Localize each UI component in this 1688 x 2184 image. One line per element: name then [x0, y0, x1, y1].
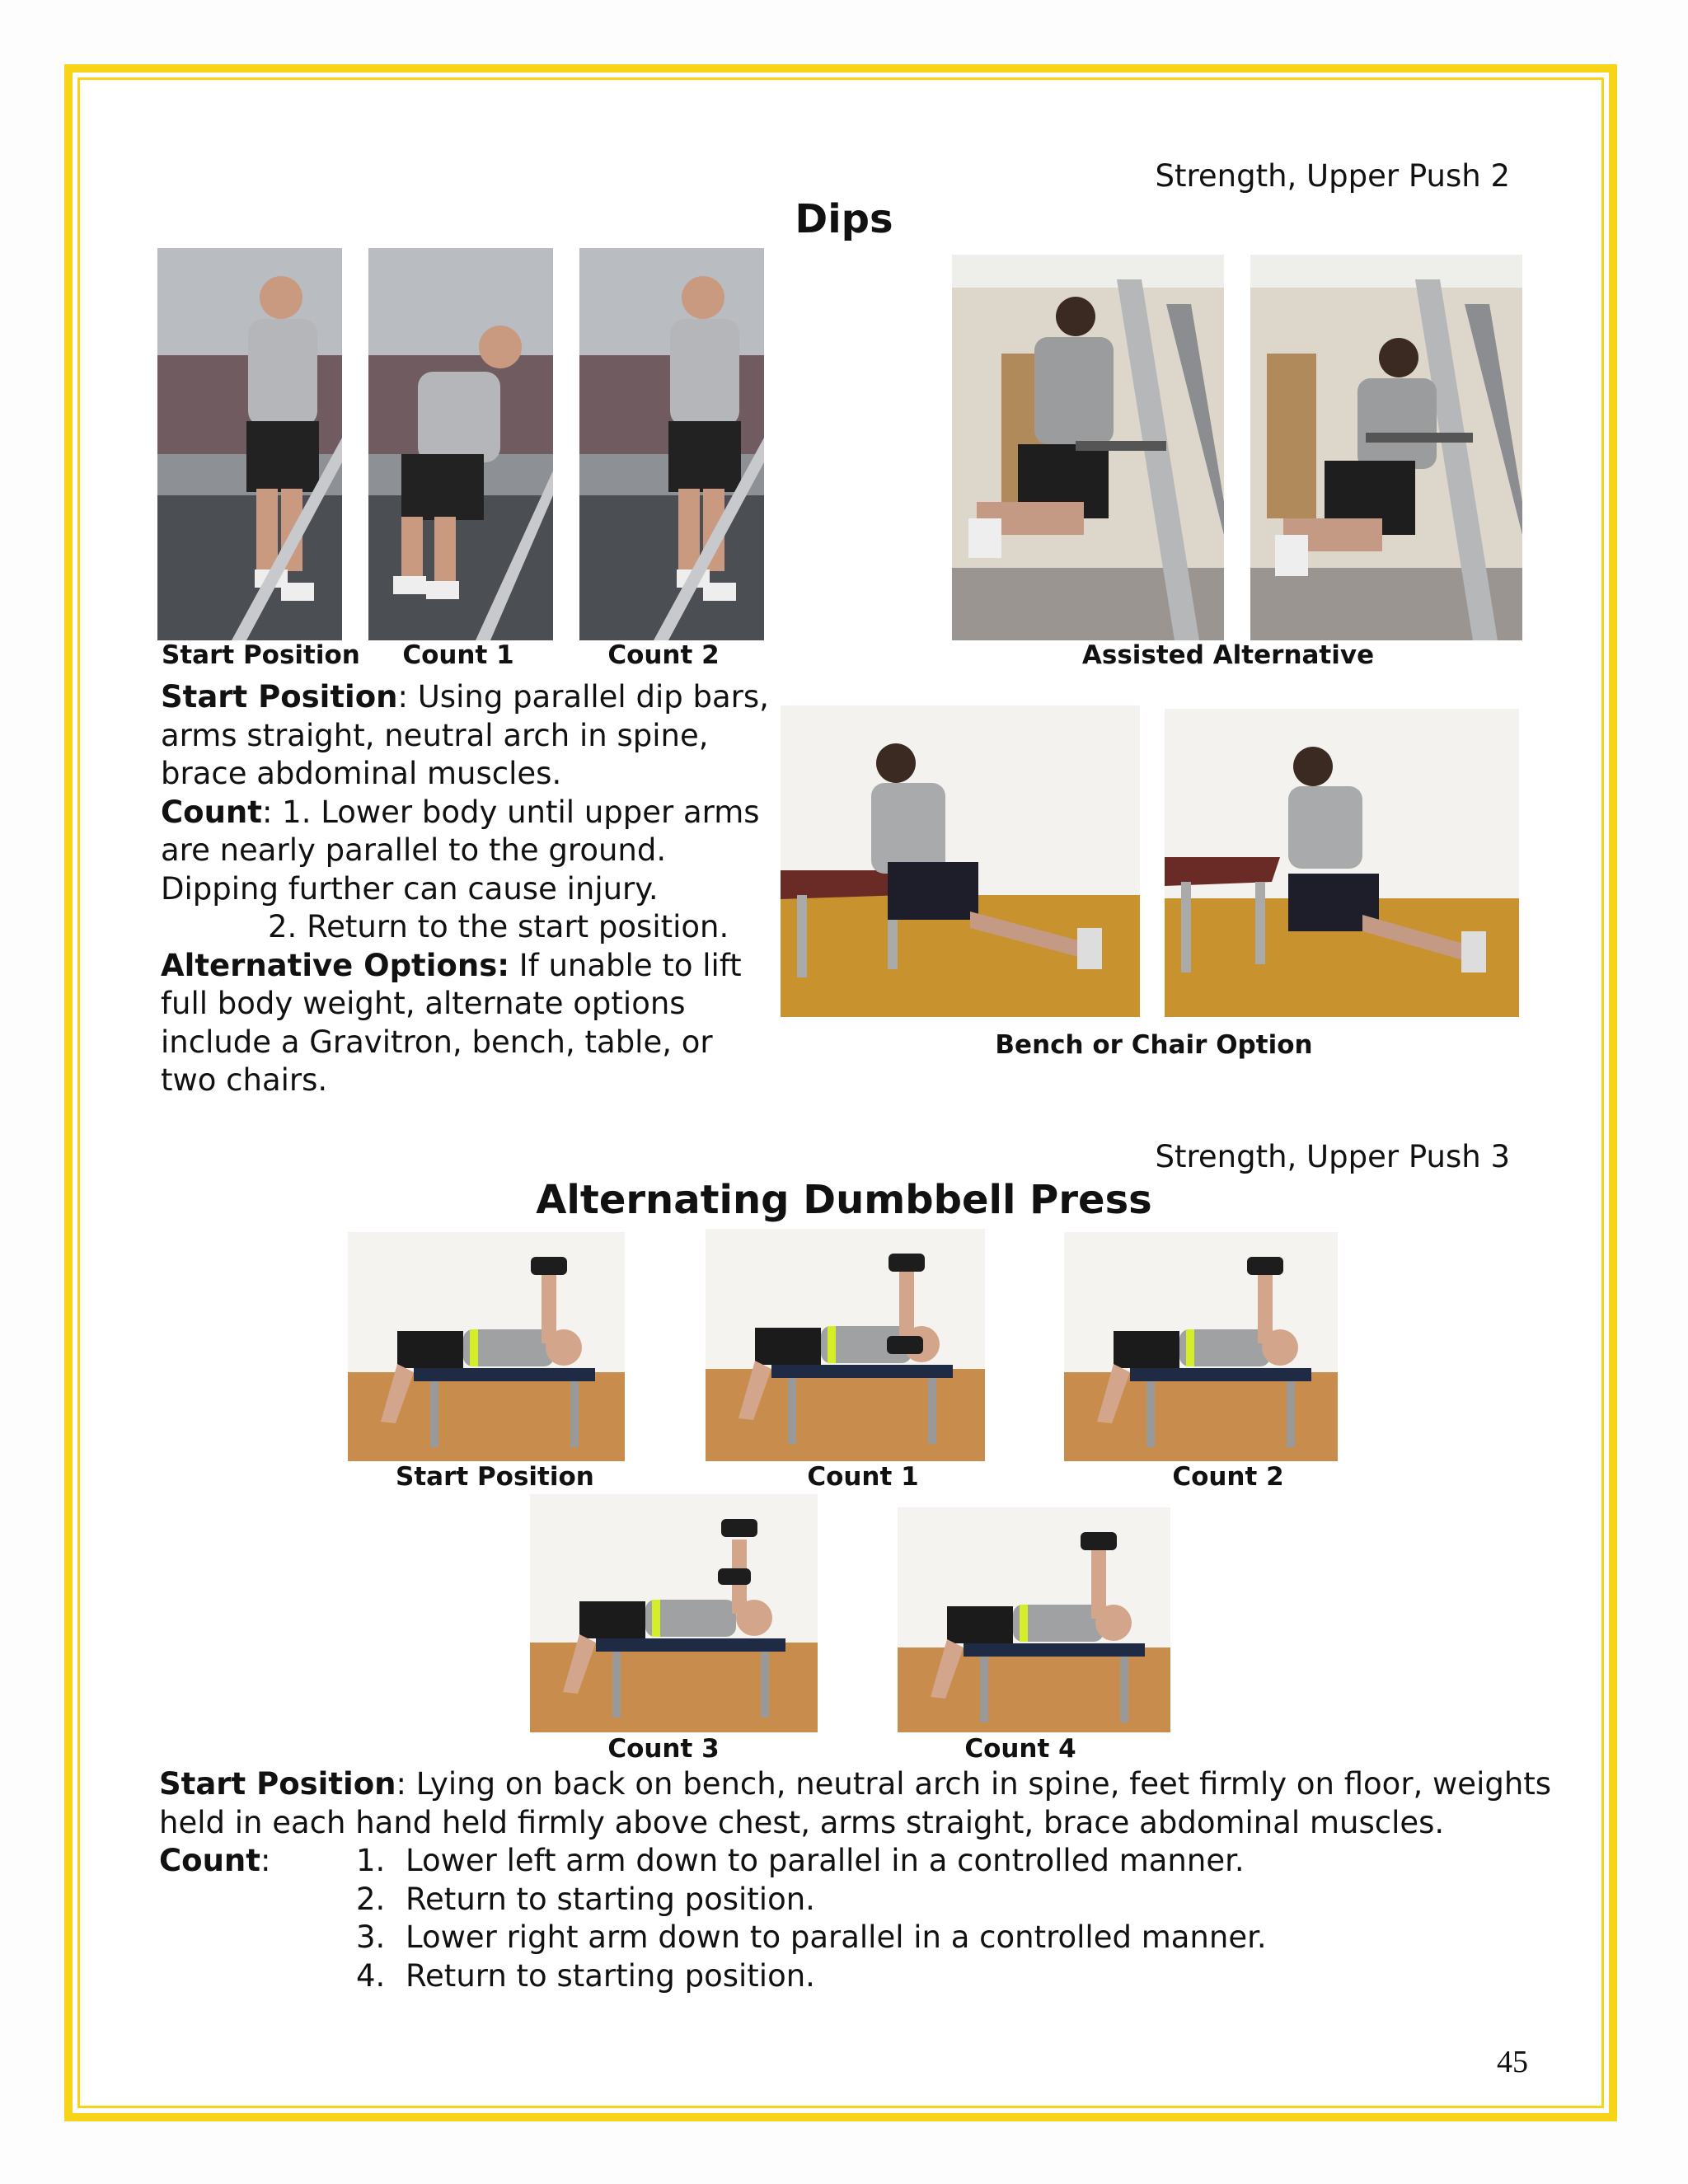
caption-press-count-1: Count 1 [807, 1462, 919, 1492]
press-count-3-photo [530, 1494, 818, 1732]
press-step-4: 4. Return to starting position. [356, 1957, 815, 1994]
caption-dips-count-1: Count 1 [402, 640, 514, 670]
dips-assisted-photo-2 [1250, 255, 1522, 640]
dips-start-position-photo [157, 248, 342, 640]
press-start-label: Start Position [159, 1766, 396, 1802]
press-count-label: Count [159, 1843, 260, 1878]
dips-count-1-photo [368, 248, 553, 640]
caption-dips-bench: Bench or Chair Option [995, 1030, 1313, 1060]
dips-assisted-photo-1 [952, 255, 1224, 640]
dips-count-line-2: are nearly parallel to the ground. [161, 832, 667, 868]
press-count-4-photo [898, 1507, 1170, 1732]
dips-count-line-3: Dipping further can cause injury. [161, 870, 659, 907]
caption-dips-count-2: Count 2 [607, 640, 720, 670]
dips-start-line-1: Start Position: Using parallel dip bars, [161, 679, 769, 715]
dips-description [161, 678, 771, 1100]
press-count-1-photo [706, 1229, 985, 1461]
press-start-line-1: Start Position: Lying on back on bench, neutral arch in spine, feet firmly on floor, weights [159, 1766, 1552, 1802]
press-step-1: 1. Lower left arm down to parallel in a controlled manner. [356, 1843, 1245, 1878]
caption-dips-start-position: Start Position [162, 640, 360, 670]
caption-press-count-2: Count 2 [1172, 1462, 1284, 1492]
caption-dips-assisted: Assisted Alternative [1081, 640, 1375, 670]
caption-press-count-4: Count 4 [964, 1734, 1076, 1764]
caption-press-count-3: Count 3 [607, 1734, 720, 1764]
press-start-position-photo [348, 1232, 625, 1461]
press-count-2-photo [1064, 1232, 1338, 1461]
dips-alt-line-4: two chairs. [161, 1062, 328, 1098]
dips-alt-line-1: Alternative Options: If unable to lift [161, 947, 742, 983]
press-step-2: 2. Return to starting position. [356, 1881, 815, 1917]
dips-alt-label: Alternative Options: [161, 947, 510, 983]
dips-start-line-3: brace abdominal muscles. [161, 756, 562, 791]
section-category-press: Strength, Upper Push 3 [1155, 1139, 1510, 1174]
dips-count-2-photo [579, 248, 764, 640]
exercise-title-press: Alternating Dumbbell Press [536, 1177, 1152, 1223]
press-description [159, 1765, 1560, 1842]
press-count-label-row: Count: [159, 1843, 271, 1878]
dips-count-line-4: 2. Return to the start position. [268, 909, 729, 944]
page-number: 45 [1497, 2045, 1528, 2079]
press-start-line-2: held in each hand held firmly above chest, arms straight, brace abdominal muscles. [159, 1804, 1445, 1840]
dips-alt-line-3: include a Gravitron, bench, table, or [161, 1024, 713, 1060]
dips-start-label: Start Position [161, 679, 398, 715]
dips-count-label: Count [161, 794, 262, 830]
press-count-steps [356, 1842, 1428, 1995]
section-category-dips: Strength, Upper Push 2 [1155, 158, 1510, 194]
dips-bench-photo-1 [781, 705, 1140, 1017]
dips-alt-line-2: full body weight, alternate options [161, 986, 686, 1021]
exercise-title-dips: Dips [795, 196, 893, 242]
dips-count-line-1: Count: 1. Lower body until upper arms [161, 794, 760, 830]
caption-press-start-position: Start Position [396, 1462, 594, 1492]
press-step-3: 3. Lower right arm down to parallel in a controlled manner. [356, 1919, 1267, 1955]
dips-bench-photo-2 [1165, 709, 1519, 1017]
dips-start-line-2: arms straight, neutral arch in spine, [161, 717, 709, 753]
